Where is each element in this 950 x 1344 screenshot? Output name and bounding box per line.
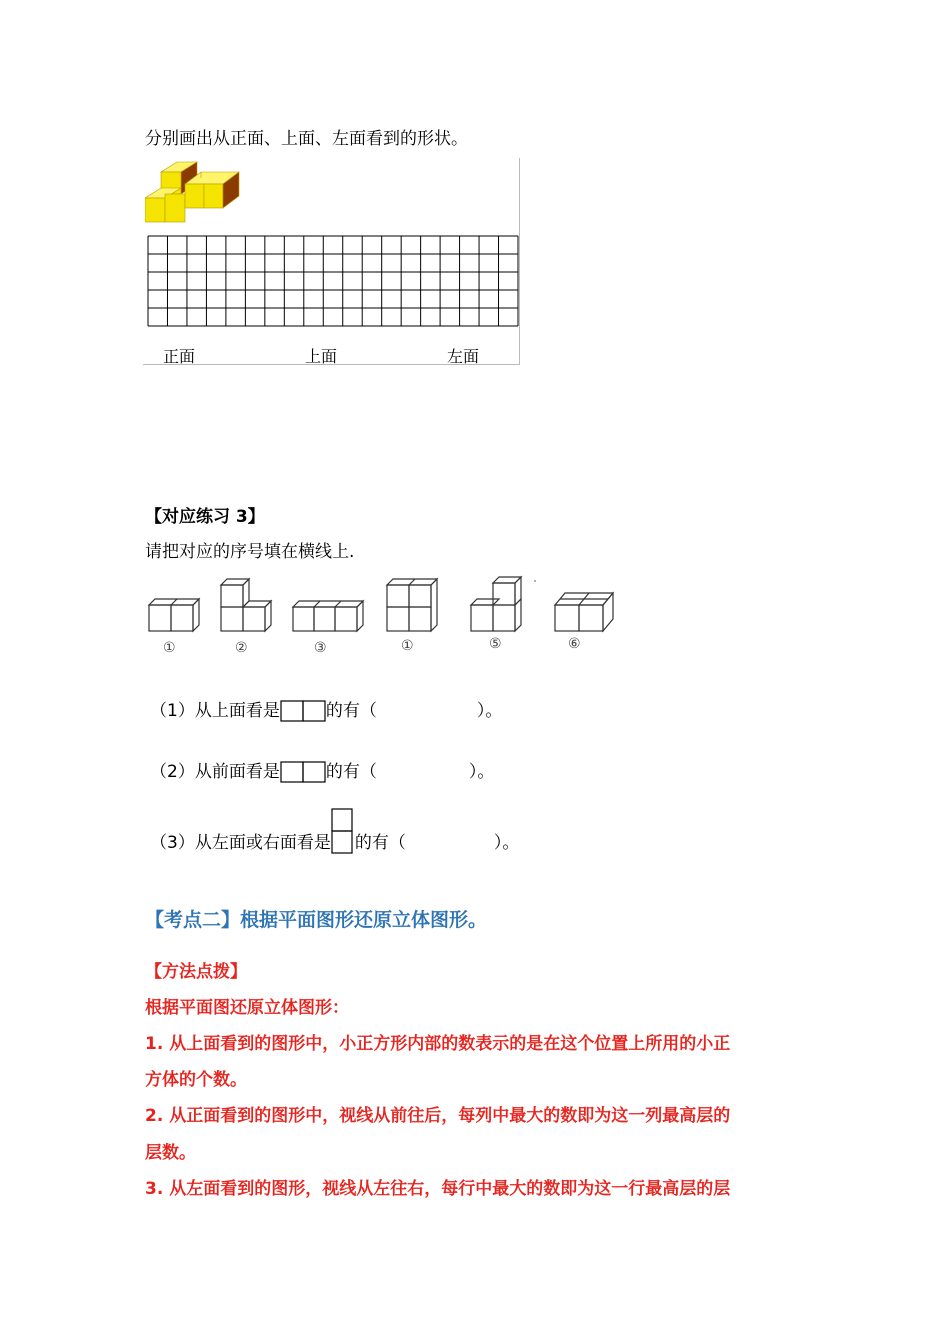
figure-number-3: ③ [314,640,327,656]
cube-figure-2 [221,579,271,631]
drawing-grid [147,235,519,327]
figure-number-6: ⑥ [568,636,581,652]
cube-figure-6 [555,593,613,631]
rule-3a: 3. 从左面看到的图形，视线从左往右，每行中最大的数即为这一行最高层的层 [145,1179,731,1199]
cube-figure-5 [471,577,521,631]
rule-1b: 方体的个数。 [145,1070,247,1090]
practice-heading: 【对应练习 3】 [145,507,265,527]
subq-1-suffix: 的有（ [325,701,377,721]
rule-1a: 1. 从上面看到的图形中，小正方形内部的数表示的是在这个位置上所用的小正 [145,1034,731,1054]
yellow-cube-figure [145,158,245,228]
subq-2-suffix: 的有（ [325,762,377,782]
shape-two-vertical [331,808,355,854]
subq-1-prefix: （1）从上面看是 [150,701,280,721]
subq-1 [150,699,502,723]
method-intro: 根据平面图还原立体图形： [145,998,349,1018]
label-top: 上面 [305,347,338,366]
shape-two-horizontal [280,760,326,784]
subq-3 [150,808,519,854]
subq-2-prefix: （2）从前面看是 [150,762,280,782]
subq-3-close: ）。 [493,833,520,853]
figure-number-4: ① [401,638,414,654]
cube-figure-1 [149,599,199,631]
cube-figures-row [145,575,625,635]
figure-number-1: ① [163,640,176,656]
figure-number-2: ② [235,640,248,656]
label-front: 正面 [163,347,196,366]
rule-2b: 层数。 [145,1143,196,1163]
figure-number-5: ⑤ [489,636,502,652]
q1-instruction: 分别画出从正面、上面、左面看到的形状。 [145,129,468,149]
cube-figure-4 [387,579,437,631]
subq-2-close: ）。 [468,762,495,782]
shape-two-horizontal [280,699,326,723]
section-title: 【考点二】根据平面图形还原立体图形。 [145,909,488,931]
q2-instruction: 请把对应的序号填在横线上. [145,542,355,562]
cube-figure-3 [293,601,363,631]
subq-1-close: ）。 [476,701,503,721]
method-heading: 【方法点拨】 [145,962,247,982]
subq-3-prefix: （3）从左面或右面看是 [150,833,331,853]
subq-3-suffix: 的有（ [354,833,406,853]
label-left: 左面 [447,347,480,366]
subq-2 [150,760,494,784]
rule-2a: 2. 从正面看到的图形中，视线从前往后，每列中最大的数即为这一列最高层的 [145,1106,731,1126]
